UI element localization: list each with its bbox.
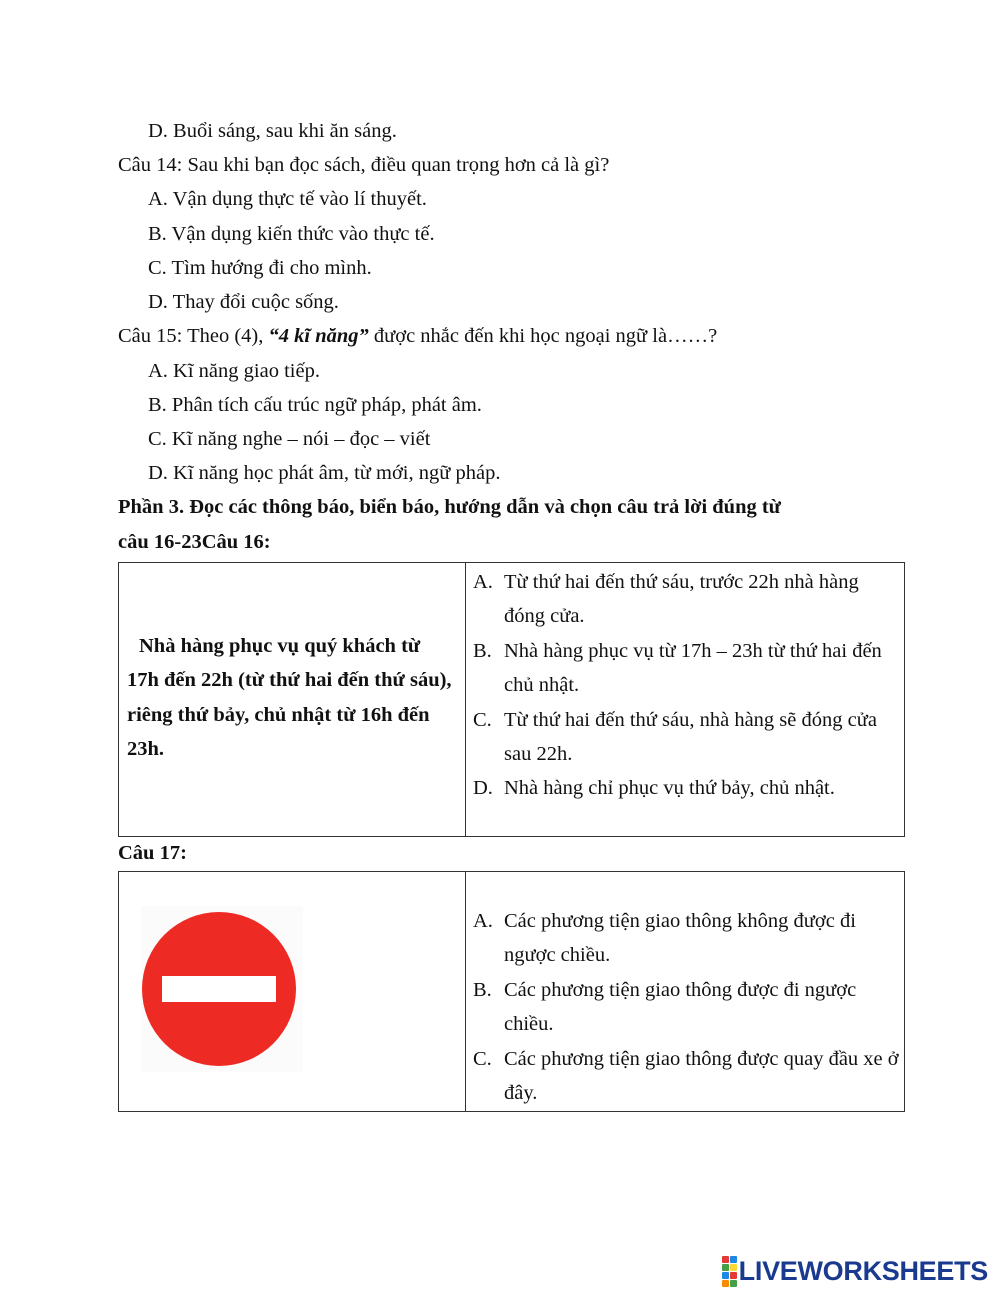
q16-options (473, 565, 901, 806)
q17-option-a-text: Các phương tiện giao thông không được đi ngược chiều. (504, 910, 856, 967)
q16-option-d[interactable] (473, 771, 901, 805)
liveworksheets-logo-text: LIVEWORKSHEETS (738, 1255, 988, 1286)
q16-option-b[interactable] (473, 634, 901, 703)
q14-option-d: D. Thay đổi cuộc sống. (148, 291, 339, 313)
q15-option-d: D. Kĩ năng học phát âm, từ mới, ngữ pháp. (148, 462, 501, 484)
q15-option-c: C. Kĩ năng nghe – nói – đọc – viết (148, 428, 431, 450)
liveworksheets-logo-icon (722, 1256, 736, 1286)
no-entry-sign-bar (162, 976, 276, 1002)
q15-emphasis: “4 kĩ năng” (268, 325, 369, 347)
q16-option-a-text: Từ thứ hai đến thứ sáu, trước 22h nhà hàng đóng cửa. (504, 571, 859, 628)
q16-table (118, 562, 905, 837)
q13-option-d: D. Buổi sáng, sau khi ăn sáng. (148, 120, 397, 142)
q16-option-c-label: C. (473, 708, 492, 731)
q17-title: Câu 17: (118, 842, 187, 864)
q14-option-a: A. Vận dụng thực tế vào lí thuyết. (148, 188, 427, 210)
q15-suffix: được nhắc đến khi học ngoại ngữ là……? (368, 325, 718, 347)
q17-option-a-label: A. (473, 910, 493, 932)
q17-option-b-label: B. (473, 978, 492, 1001)
q15-option-a: A. Kĩ năng giao tiếp. (148, 360, 320, 382)
q15-question (118, 323, 717, 349)
no-entry-sign-icon (141, 906, 303, 1072)
q16-notice-text: Nhà hàng phục vụ quý khách từ 17h đến 22h (từ thứ hai đến thứ sáu), riêng thứ bảy, chủ nhật từ 16h đến 23h. (127, 635, 452, 761)
q16-option-d-label: D. (473, 777, 493, 800)
q17-options (473, 904, 901, 1110)
q17-option-b[interactable] (473, 973, 901, 1042)
q17-table (118, 871, 905, 1112)
q17-option-a[interactable] (473, 904, 901, 973)
q16-option-a[interactable] (473, 565, 901, 634)
no-entry-sign-graphic (141, 906, 303, 1072)
q16-notice (127, 629, 457, 767)
q17-option-b-text: Các phương tiện giao thông được đi ngược chiều. (504, 978, 857, 1036)
q14-question: Câu 14: Sau khi bạn đọc sách, điều quan trọng hơn cả là gì? (118, 154, 610, 176)
q14-option-b: B. Vận dụng kiến thức vào thực tế. (148, 223, 435, 245)
q15-option-b: B. Phân tích cấu trúc ngữ pháp, phát âm. (148, 394, 482, 416)
q17-option-c-text: Các phương tiện giao thông được quay đầu xe ở đây. (504, 1047, 899, 1105)
q16-option-c-text: Từ thứ hai đến thứ sáu, nhà hàng sẽ đóng cửa sau 22h. (504, 708, 877, 766)
part3-heading-line1: Phần 3. Đọc các thông báo, biển báo, hướng dẫn và chọn câu trả lời đúng từ (118, 496, 781, 518)
q16-option-d-text: Nhà hàng chỉ phục vụ thứ bảy, chủ nhật. (504, 777, 835, 800)
liveworksheets-logo[interactable] (722, 1254, 988, 1288)
q14-option-c: C. Tìm hướng đi cho mình. (148, 257, 372, 279)
q17-option-c[interactable] (473, 1042, 901, 1111)
part3-heading-line2: câu 16-23Câu 16: (118, 531, 271, 553)
q15-prefix: Câu 15: Theo (4), (118, 325, 269, 347)
q16-option-b-text: Nhà hàng phục vụ từ 17h – 23h từ thứ hai đến chủ nhật. (504, 639, 882, 697)
q16-table-divider (465, 563, 466, 836)
q17-table-divider (465, 872, 466, 1111)
q17-option-c-label: C. (473, 1047, 492, 1070)
q16-option-b-label: B. (473, 639, 492, 662)
q16-option-a-label: A. (473, 571, 493, 593)
q16-option-c[interactable] (473, 703, 901, 772)
